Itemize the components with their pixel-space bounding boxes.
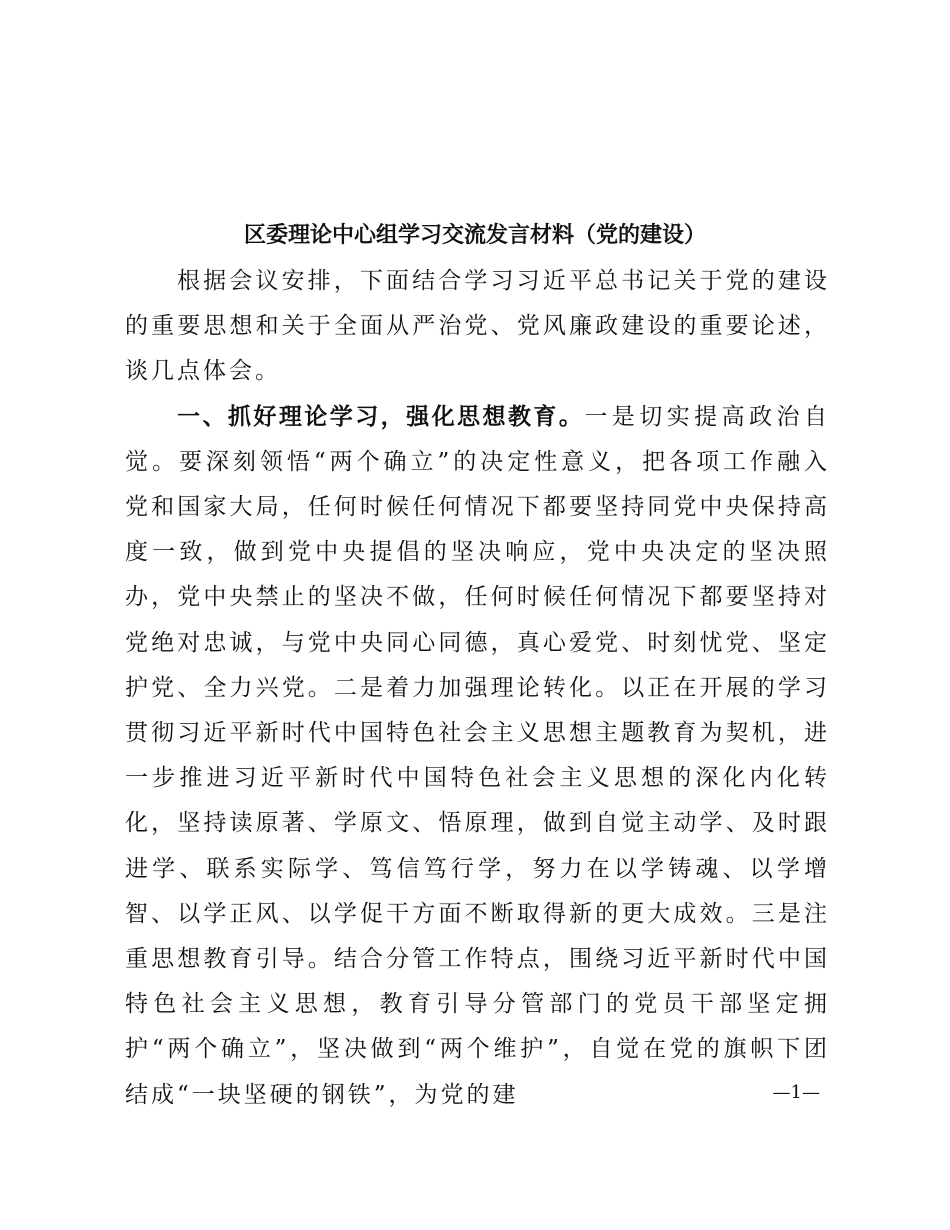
- page-number: —1—: [772, 1082, 820, 1103]
- section-body-text: 一是切实提高政治自觉。要深刻领悟“两个确立”的决定性意义，把各项工作融入党和国家大局，任何时候任何情况下都要坚持同党中央保持高度一致，做到党中央提倡的坚决响应，党中央决定的坚决照办，党中央禁止的坚决不做，任何时候任何情况下都要坚持对党绝对忠诚，与党中央同心同德，真心爱党、时刻忧党、坚定护党、全力兴党。二是着力加强理论转化。以正在开展的学习贯彻习近平新时代中国特色社会主义思想主题教育为契机，进一步推进习近平新时代中国特色社会主义思想的深化内化转化，坚持读原著、学原文、悟原理，做到自觉主动学、及时跟进学、联系实际学、笃信笃行学，努力在以学铸魂、以学增智、以学正风、以学促干方面不断取得新的更大成效。三是注重思想教育引导。结合分管工作特点，围绕习近平新时代中国特色社会主义思想，教育引导分管部门的党员干部坚定拥护“两个确立”，坚决做到“两个维护”，自觉在党的旗帜下团结成“一块坚硬的钢铁”，为党的建: [125, 403, 831, 1108]
- document-body: [125, 259, 830, 1118]
- paragraph-intro-text: 根据会议安排，下面结合学习习近平总书记关于党的建设的重要思想和关于全面从严治党、党风廉政建设的重要论述，谈几点体会。: [125, 268, 830, 385]
- paragraph-intro: [125, 259, 830, 395]
- section-heading: 一、抓好理论学习，强化思想教育。: [177, 403, 585, 430]
- document-title: 区委理论中心组学习交流发言材料（党的建设）: [243, 223, 706, 248]
- paragraph-section-1: [125, 395, 830, 1118]
